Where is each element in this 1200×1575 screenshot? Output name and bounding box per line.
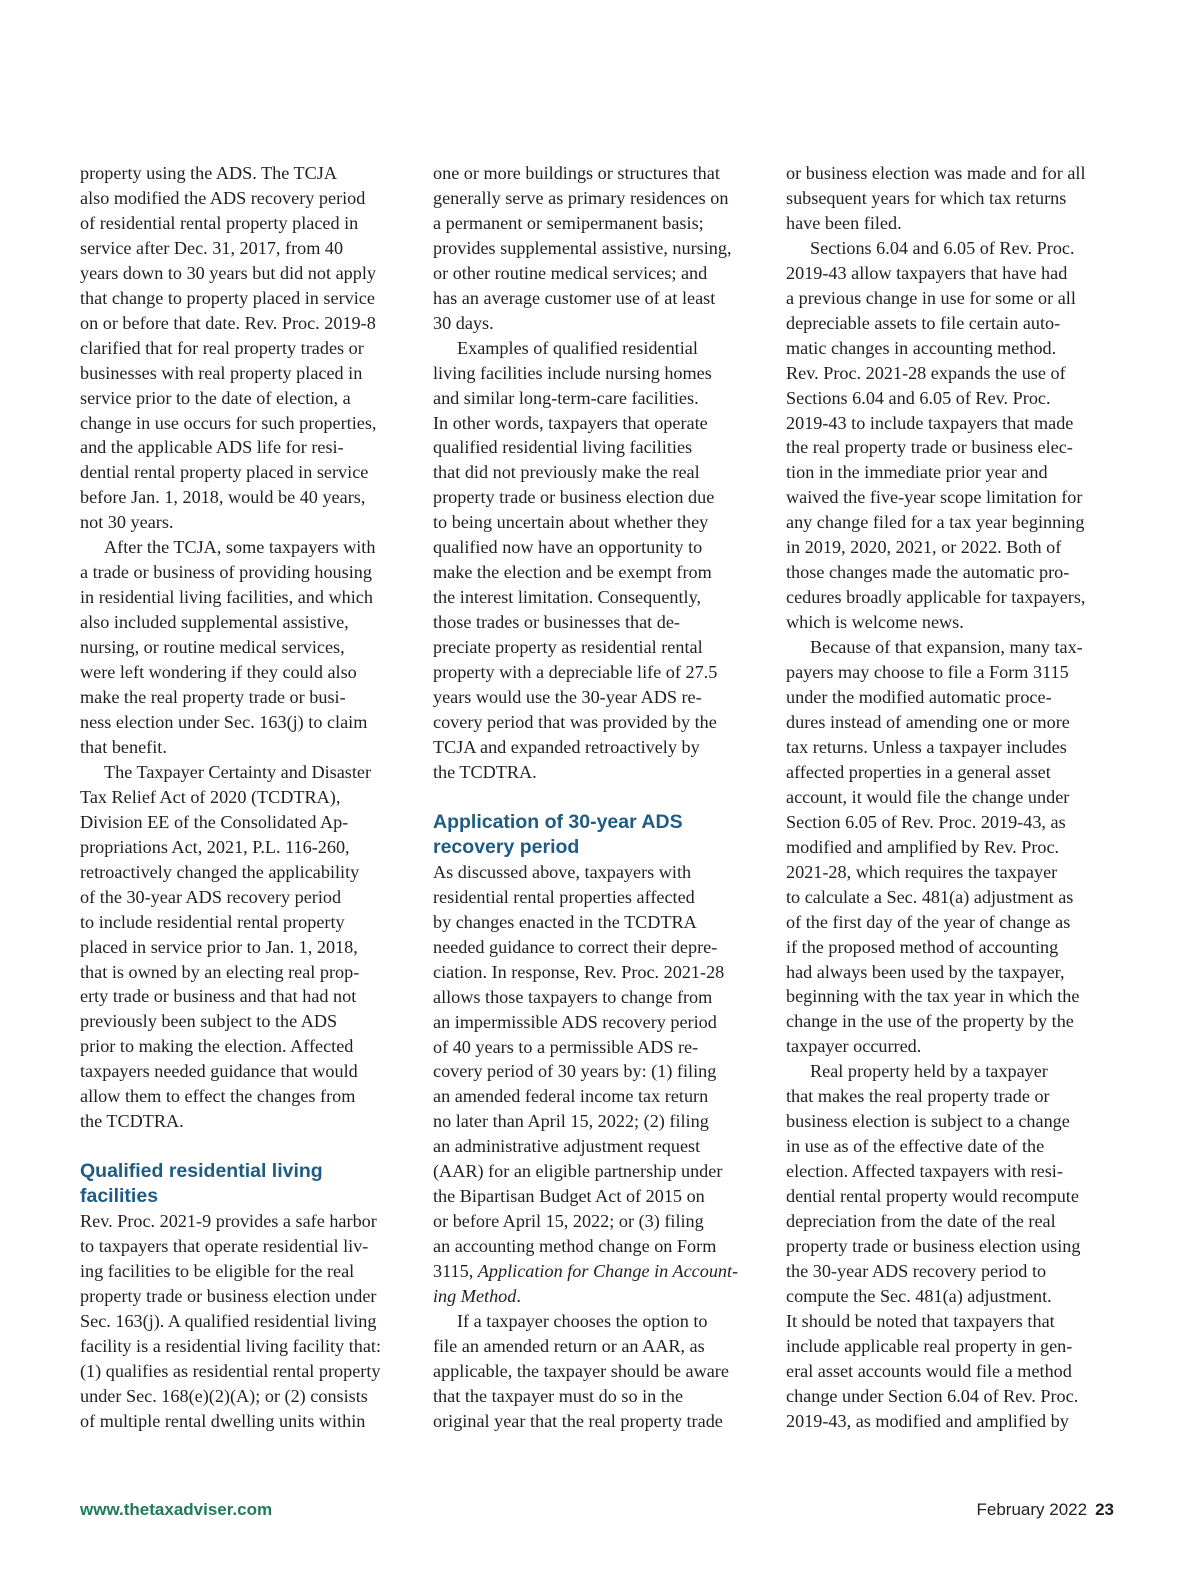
column-2 xyxy=(433,161,763,1434)
text-line: one or more buildings or structures that xyxy=(433,163,720,183)
text-line: if the proposed method of accounting xyxy=(786,936,1059,957)
text-line: dures instead of amending one or more xyxy=(786,711,1070,732)
text-line: 30 days. xyxy=(433,312,494,333)
form-title-italic: Application for Change in Account- xyxy=(477,1261,739,1282)
text-line: to include residential rental property xyxy=(80,911,345,932)
text-line: taxpayer occurred. xyxy=(786,1036,922,1057)
text-line: original year that the real property trade xyxy=(433,1410,723,1431)
text-line: in residential living facilities, and which xyxy=(80,587,373,608)
text-line: has an average customer use of at least xyxy=(433,287,716,308)
text-line: covery period that was provided by the xyxy=(433,711,717,732)
text-line: not 30 years. xyxy=(80,512,174,533)
text-line: 3115, Application for Change in Account- xyxy=(433,1261,739,1282)
text-line: depreciation from the date of the real xyxy=(786,1211,1056,1232)
text-line: payers may choose to file a Form 3115 xyxy=(786,662,1069,683)
text-line: an impermissible ADS recovery period xyxy=(433,1011,717,1032)
text-line: Tax Relief Act of 2020 (TCDTRA), xyxy=(80,786,341,807)
text-line: election. Affected taxpayers with resi- xyxy=(786,1161,1063,1182)
paragraph xyxy=(786,236,1116,635)
paragraph xyxy=(786,161,1116,236)
text-line: covery period of 30 years by: (1) filing xyxy=(433,1061,717,1082)
text-line: a previous change in use for some or all xyxy=(786,287,1076,308)
text-line: After the TCJA, some taxpayers with xyxy=(104,537,376,558)
text-line: ing Method. xyxy=(433,1286,521,1307)
text-line: under the modified automatic proce- xyxy=(786,687,1052,708)
text-line: allows those taxpayers to change from xyxy=(433,986,713,1007)
text-line: make the real property trade or busi- xyxy=(80,687,346,708)
text-line: ing facilities to be eligible for the real xyxy=(80,1261,355,1282)
paragraph xyxy=(786,635,1116,1059)
text-line: Division EE of the Consolidated Ap- xyxy=(80,811,349,832)
text-line: applicable, the taxpayer should be aware xyxy=(433,1360,729,1381)
text-line: of multiple rental dwelling units within xyxy=(80,1410,366,1431)
text-line: in use as of the effective date of the xyxy=(786,1136,1045,1157)
text-line: It should be noted that taxpayers that xyxy=(786,1310,1055,1331)
text-line: waived the five-year scope limitation for xyxy=(786,487,1083,508)
paragraph xyxy=(80,760,410,1134)
text-line: years down to 30 years but did not apply xyxy=(80,262,376,283)
text-line: erty trade or business and that had not xyxy=(80,986,357,1007)
text-line: compute the Sec. 481(a) adjustment. xyxy=(786,1285,1052,1306)
paragraph xyxy=(80,535,410,760)
text-line: cedures broadly applicable for taxpayers, xyxy=(786,587,1086,608)
text-line: eral asset accounts would file a method xyxy=(786,1360,1072,1381)
text-line: and the applicable ADS life for resi- xyxy=(80,437,344,458)
paragraph xyxy=(80,161,410,535)
text-line: of residential rental property placed in xyxy=(80,212,359,233)
text-line: If a taxpayer chooses the option to xyxy=(457,1310,708,1331)
text-line: the TCDTRA. xyxy=(433,761,537,782)
text-line: tion in the immediate prior year and xyxy=(786,462,1048,483)
text-line: needed guidance to correct their depre- xyxy=(433,936,718,957)
text-line: those trades or businesses that de- xyxy=(433,612,680,633)
text-line: Because of that expansion, many tax- xyxy=(810,637,1083,658)
text-line: that is owned by an electing real prop- xyxy=(80,961,360,982)
text-line: any change filed for a tax year beginning xyxy=(786,512,1085,533)
text-line: before Jan. 1, 2018, would be 40 years, xyxy=(80,487,366,508)
text-line: Qualified residential living xyxy=(80,1160,323,1183)
issue-date: February 2022 xyxy=(976,1500,1088,1519)
form-title-italic: ing Method xyxy=(433,1286,517,1307)
text-line: an administrative adjustment request xyxy=(433,1136,701,1157)
text-line: subsequent years for which tax returns xyxy=(786,187,1067,208)
text-line: that makes the real property trade or xyxy=(786,1086,1050,1107)
text-line: property trade or business election due xyxy=(433,487,715,508)
text-line: qualified residential living facilities xyxy=(433,437,693,458)
text-line: a trade or business of providing housing xyxy=(80,562,372,583)
text-line: no later than April 15, 2022; (2) filing xyxy=(433,1111,709,1132)
text-line: of 40 years to a permissible ADS re- xyxy=(433,1036,699,1057)
text-line: the interest limitation. Consequently, xyxy=(433,587,702,608)
text-line: file an amended return or an AAR, as xyxy=(433,1335,705,1356)
text-line: also included supplemental assistive, xyxy=(80,612,349,633)
text-line: service prior to the date of election, a xyxy=(80,387,351,408)
text-line: the real property trade or business elec- xyxy=(786,437,1073,458)
text-line: In other words, taxpayers that operate xyxy=(433,412,708,433)
text-line: by changes enacted in the TCDTRA xyxy=(433,911,697,932)
text-line: generally serve as primary residences on xyxy=(433,187,729,208)
text-line: property using the ADS. The TCJA xyxy=(80,163,337,183)
text-line: of the first day of the year of change as xyxy=(786,911,1071,932)
text-line: the 30-year ADS recovery period to xyxy=(786,1260,1047,1281)
text-line: dential rental property placed in service xyxy=(80,462,369,483)
text-line: Real property held by a taxpayer xyxy=(810,1061,1048,1082)
text-line: allow them to effect the changes from xyxy=(80,1086,356,1107)
text-line: taxpayers needed guidance that would xyxy=(80,1061,358,1082)
text-line: and similar long-term-care facilities. xyxy=(433,387,699,408)
text-line: provides supplemental assistive, nursing, xyxy=(433,237,732,258)
paragraph xyxy=(433,336,763,785)
text-line: those changes made the automatic pro- xyxy=(786,562,1070,583)
text-line: account, it would file the change under xyxy=(786,786,1070,807)
text-line: service after Dec. 31, 2017, from 40 xyxy=(80,237,344,258)
text-line: property trade or business election under xyxy=(80,1286,377,1307)
text-line: prior to making the election. Affected xyxy=(80,1036,354,1057)
text-line: facility is a residential living facility that: xyxy=(80,1335,382,1356)
text-line: that the taxpayer must do so in the xyxy=(433,1385,684,1406)
paragraph xyxy=(433,860,763,1309)
footer-website-link[interactable]: www.thetaxadviser.com xyxy=(80,1500,273,1519)
text-line: property with a depreciable life of 27.5 xyxy=(433,662,718,683)
text-line: ness election under Sec. 163(j) to claim xyxy=(80,711,368,732)
text-line: that change to property placed in service xyxy=(80,287,375,308)
text-line: a permanent or semipermanent basis; xyxy=(433,212,704,233)
text-line: retroactively changed the applicability xyxy=(80,861,360,882)
text-line: dential rental property would recompute xyxy=(786,1186,1079,1207)
text-line: TCJA and expanded retroactively by xyxy=(433,736,700,757)
text-line: make the election and be exempt from xyxy=(433,562,712,583)
text-line: 2019-43, as modified and amplified by xyxy=(786,1410,1069,1431)
paragraph xyxy=(786,1059,1116,1309)
text-line: businesses with real property placed in xyxy=(80,362,363,383)
text-line: to taxpayers that operate residential liv- xyxy=(80,1236,369,1257)
text-line: change in use occurs for such properties, xyxy=(80,412,377,433)
text-line: business election is subject to a change xyxy=(786,1111,1070,1132)
text-line: facilities xyxy=(80,1185,159,1208)
column-1 xyxy=(80,161,410,1434)
text-line: or before April 15, 2022; or (3) filing xyxy=(433,1211,704,1232)
text-line: Application of 30-year ADS xyxy=(433,810,683,833)
text-line: affected properties in a general asset xyxy=(786,761,1051,782)
paragraph xyxy=(433,161,763,336)
text-line: on or before that date. Rev. Proc. 2019-8 xyxy=(80,312,376,333)
text-line: an accounting method change on Form xyxy=(433,1236,717,1257)
text-line: living facilities include nursing homes xyxy=(433,362,712,383)
text-line: matic changes in accounting method. xyxy=(786,337,1057,358)
text-line: which is welcome news. xyxy=(786,612,964,633)
text-line: change in the use of the property by the xyxy=(786,1011,1074,1032)
text-line: beginning with the tax year in which the xyxy=(786,986,1080,1007)
text-line: Examples of qualified residential xyxy=(457,337,698,358)
page-number: 23 xyxy=(1095,1500,1114,1519)
text-line: include applicable real property in gen- xyxy=(786,1335,1073,1356)
text-line: qualified now have an opportunity to xyxy=(433,537,703,558)
text-line: recovery period xyxy=(433,835,580,858)
text-line: to being uncertain about whether they xyxy=(433,512,709,533)
section-heading-qualified-residential-living-facilities xyxy=(80,1159,410,1209)
text-line: were left wondering if they could also xyxy=(80,662,357,683)
text-line: the TCDTRA. xyxy=(80,1111,184,1132)
column-3 xyxy=(786,161,1116,1434)
text-line: had always been used by the taxpayer, xyxy=(786,961,1065,982)
text-line: propriations Act, 2021, P.L. 116-260, xyxy=(80,836,350,857)
text-line: (1) qualifies as residential rental property xyxy=(80,1360,381,1381)
text-line: As discussed above, taxpayers with xyxy=(433,861,692,882)
text-line: clarified that for real property trades or xyxy=(80,337,364,358)
text-line: or other routine medical services; and xyxy=(433,262,708,283)
paragraph xyxy=(433,1309,763,1434)
text-line: Section 6.05 of Rev. Proc. 2019-43, as xyxy=(786,811,1066,832)
text-line: 2021-28, which requires the taxpayer xyxy=(786,861,1058,882)
text-line: ciation. In response, Rev. Proc. 2021-28 xyxy=(433,961,725,982)
text-line: that benefit. xyxy=(80,736,167,757)
text-line: residential rental properties affected xyxy=(433,886,695,907)
text-line: tax returns. Unless a taxpayer includes xyxy=(786,736,1067,757)
text-line: preciate property as residential rental xyxy=(433,637,703,658)
text-line: years would use the 30-year ADS re- xyxy=(433,687,702,708)
text-line: of the 30-year ADS recovery period xyxy=(80,886,342,907)
text-line: depreciable assets to file certain auto- xyxy=(786,312,1061,333)
text-line: to calculate a Sec. 481(a) adjustment as xyxy=(786,886,1074,907)
text-line: change under Section 6.04 of Rev. Proc. xyxy=(786,1385,1079,1406)
text-line: (AAR) for an eligible partnership under xyxy=(433,1161,723,1182)
text-line: nursing, or routine medical services, xyxy=(80,637,345,658)
text-line: previously been subject to the ADS xyxy=(80,1011,338,1032)
text-line: that did not previously make the real xyxy=(433,462,700,483)
text-line: placed in service prior to Jan. 1, 2018, xyxy=(80,936,358,957)
text-line: Rev. Proc. 2021-28 expands the use of xyxy=(786,362,1066,383)
text-line: Sec. 163(j). A qualified residential living xyxy=(80,1310,377,1331)
text-line: 2019-43 to include taxpayers that made xyxy=(786,412,1074,433)
text-line: in 2019, 2020, 2021, or 2022. Both of xyxy=(786,537,1062,558)
text-line: Sections 6.04 and 6.05 of Rev. Proc. xyxy=(786,387,1051,408)
text-line: Rev. Proc. 2021-9 provides a safe harbor xyxy=(80,1211,377,1232)
text-line: an amended federal income tax return xyxy=(433,1086,709,1107)
section-heading-application-of-30-year-ads xyxy=(433,810,763,860)
text-line: 2019-43 allow taxpayers that have had xyxy=(786,262,1068,283)
text-line: The Taxpayer Certainty and Disaster xyxy=(104,761,372,782)
paragraph xyxy=(786,1309,1116,1434)
text-line: the Bipartisan Budget Act of 2015 on xyxy=(433,1186,705,1207)
text-line: have been filed. xyxy=(786,212,902,233)
text-line: under Sec. 168(e)(2)(A); or (2) consists xyxy=(80,1385,368,1406)
footer-issue-info xyxy=(977,1500,1115,1520)
text-line: Sections 6.04 and 6.05 of Rev. Proc. xyxy=(810,237,1075,258)
text-line: property trade or business election using xyxy=(786,1235,1081,1256)
text-line: or business election was made and for all xyxy=(786,163,1086,183)
text-line: modified and amplified by Rev. Proc. xyxy=(786,836,1060,857)
paragraph xyxy=(80,1209,410,1434)
text-line: also modified the ADS recovery period xyxy=(80,187,366,208)
